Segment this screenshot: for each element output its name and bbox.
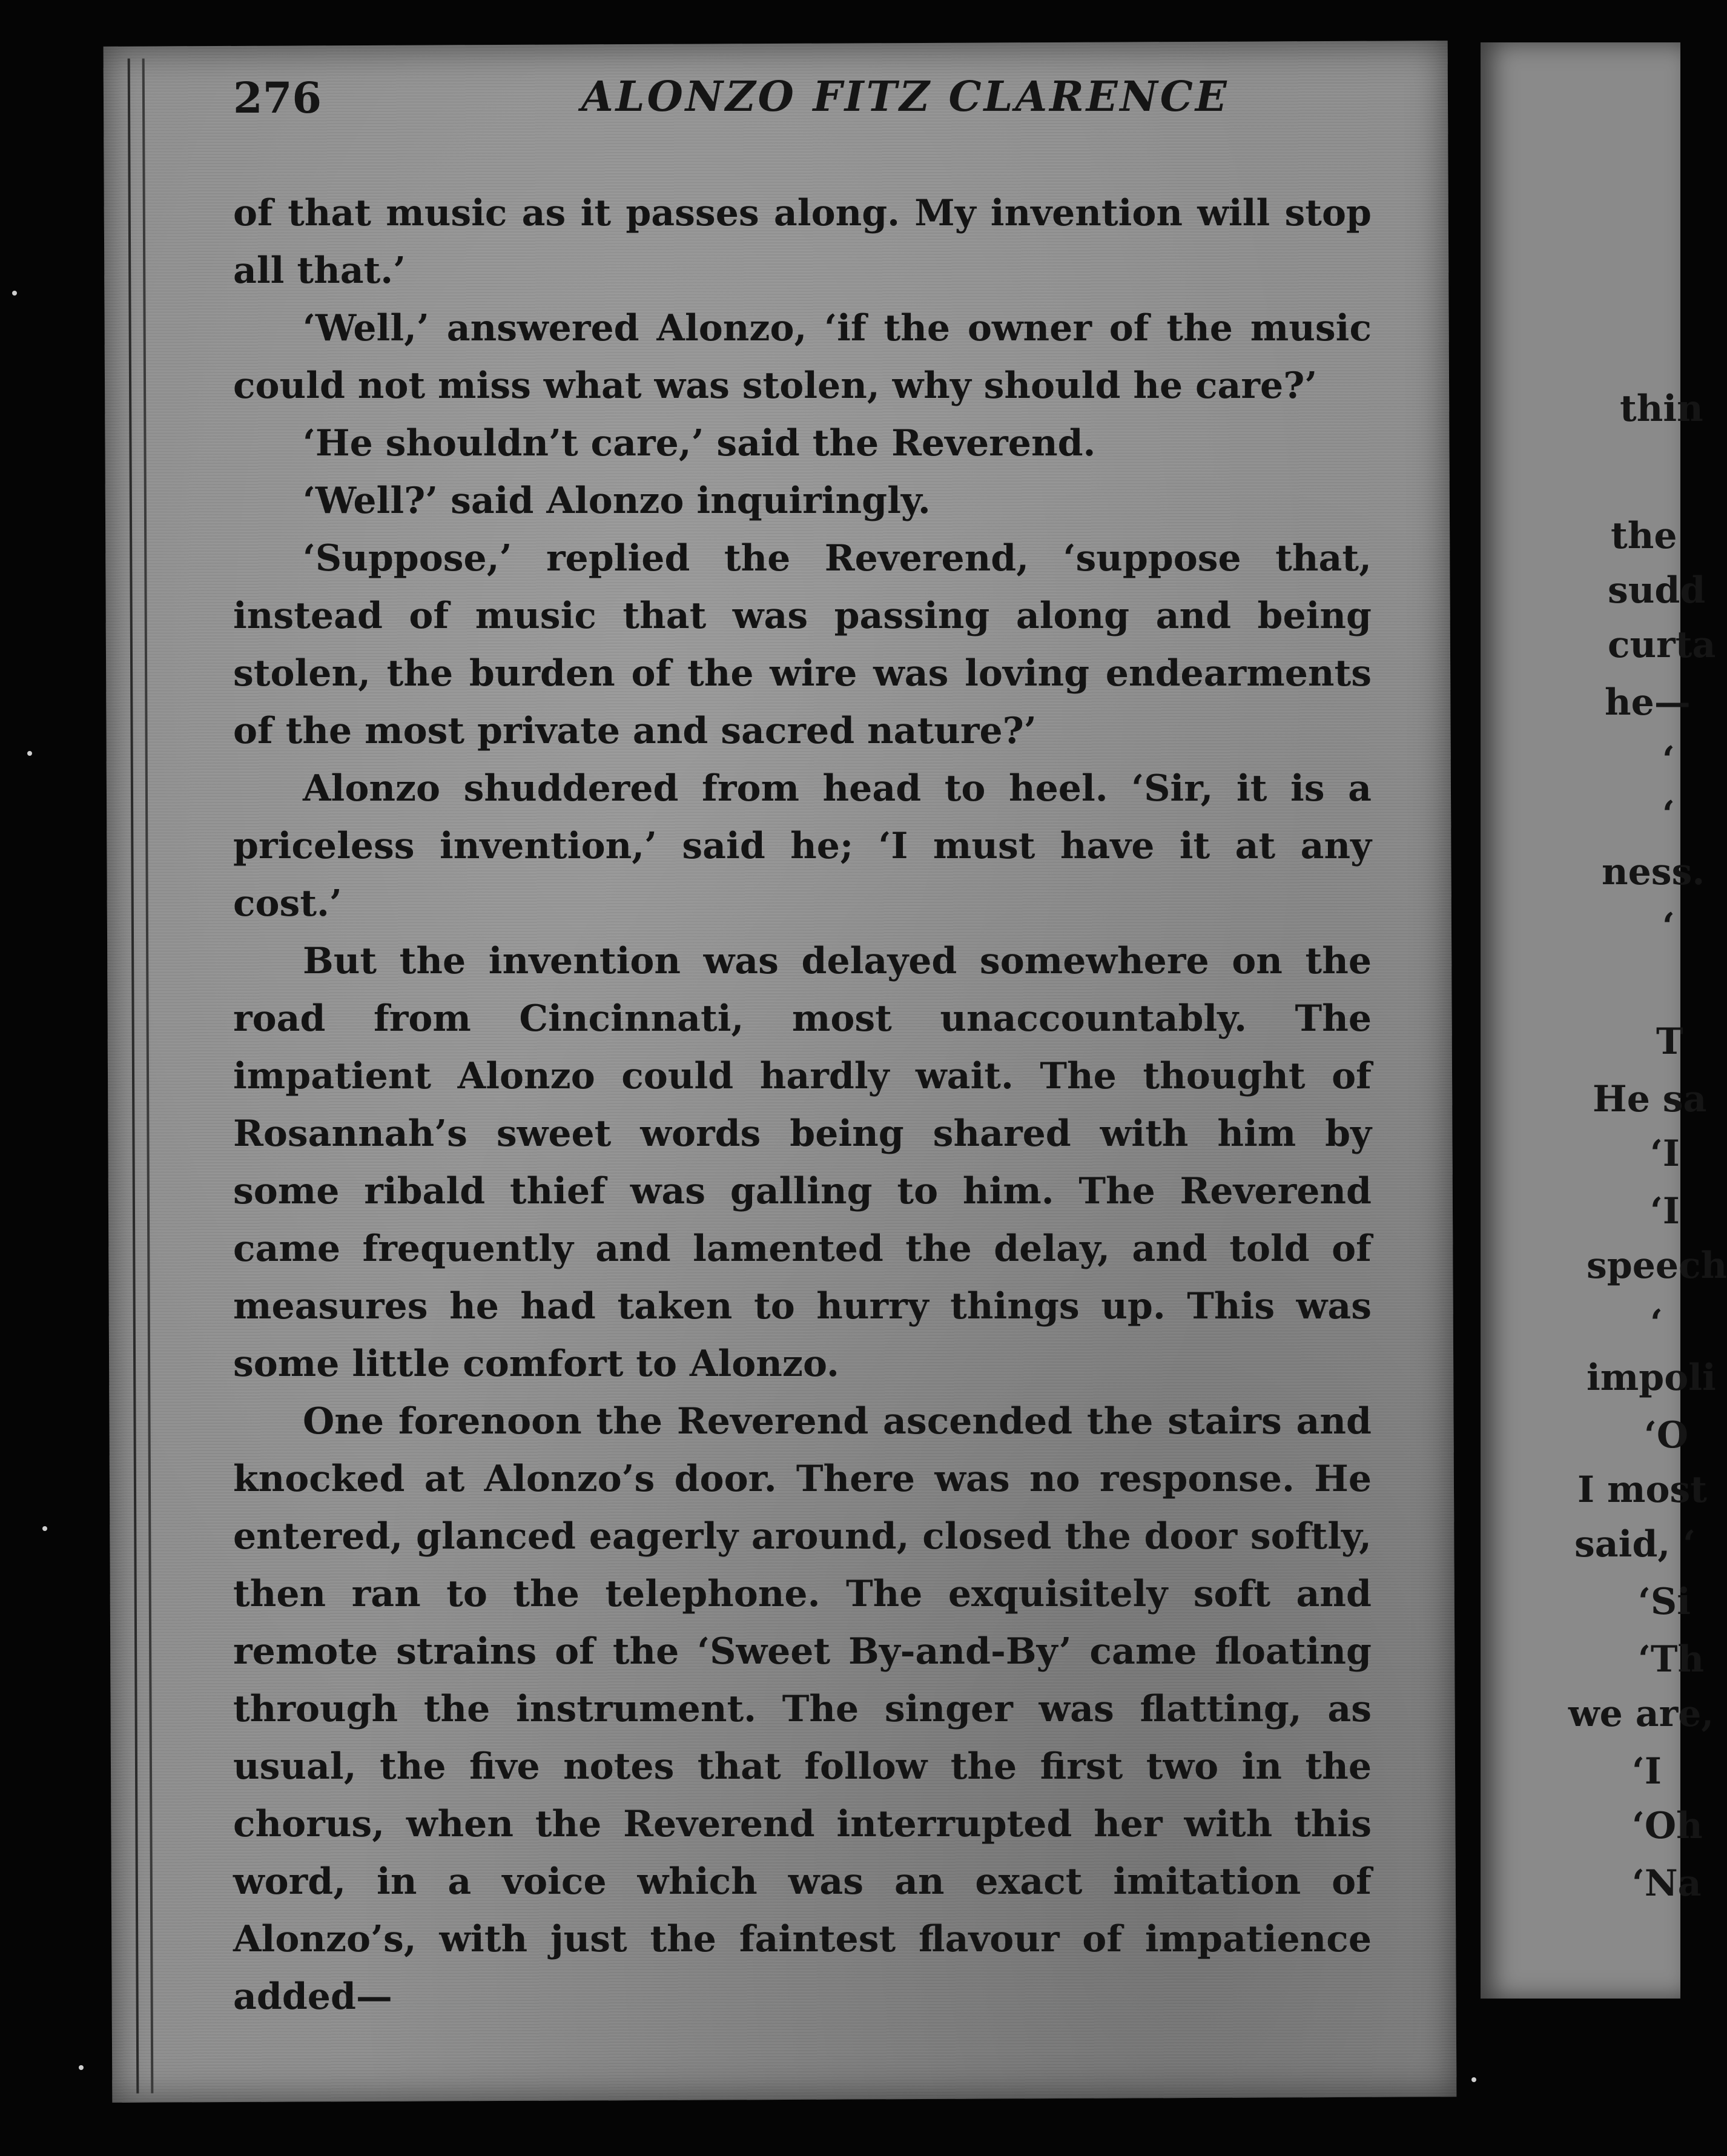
facing-page-fragment: ‘ bbox=[1662, 793, 1675, 836]
scan-speck bbox=[42, 1526, 47, 1531]
facing-page-fragment: ‘ bbox=[1650, 1302, 1663, 1344]
gutter-rule-inner bbox=[142, 59, 154, 2094]
facing-page-fragment: speech bbox=[1587, 1245, 1727, 1287]
facing-page-fragment: thin bbox=[1620, 388, 1703, 430]
facing-page-fragment: sudd bbox=[1608, 569, 1706, 612]
paragraph: But the invention was delayed somewhere on the road from Cincinnati, most unaccountably. The impatient Alonzo could hardly wait. The thought of Rosannah’s sweet words being shared with him by some ribald thief was galling to him. The Reverend came frequently and lamented the delay, and told of measures he had taken to hurry things up. This was some little comfort to Alonzo. bbox=[233, 940, 1372, 1385]
page-number: 276 bbox=[233, 73, 322, 123]
facing-page-fragment: ‘Th bbox=[1638, 1638, 1705, 1681]
facing-page-fragment: ‘ bbox=[1662, 905, 1675, 948]
facing-page-fragment: ness. bbox=[1602, 851, 1705, 893]
facing-page-fragment: ‘I bbox=[1632, 1750, 1662, 1793]
page-header bbox=[233, 73, 1378, 145]
scan-speck bbox=[1471, 2077, 1476, 2082]
facing-page-fragment: ‘ bbox=[1662, 739, 1675, 781]
facing-page-fragment: he— bbox=[1605, 681, 1691, 724]
facing-page-fragment: ‘Si bbox=[1638, 1581, 1691, 1623]
scan-speck bbox=[27, 751, 32, 756]
scan-speck bbox=[79, 2065, 84, 2070]
facing-page-fragment: curta bbox=[1608, 624, 1716, 666]
scan-speck bbox=[12, 291, 17, 296]
facing-page-fragment: said, ‘ bbox=[1574, 1523, 1696, 1566]
facing-page-fragment: impoli bbox=[1587, 1357, 1716, 1399]
paragraph: ‘Well?’ said Alonzo inquiringly. bbox=[303, 480, 931, 522]
facing-page-fragment: I most bbox=[1577, 1469, 1707, 1511]
paragraph: of that music as it passes along. My invention will stop all that.’ bbox=[233, 192, 1372, 292]
paragraph: Alonzo shuddered from head to heel. ‘Sir, it is a priceless invention,’ said he; ‘I must have it at any cost.’ bbox=[233, 767, 1372, 925]
gutter-rule bbox=[128, 59, 139, 2094]
facing-page-fragment: ‘I bbox=[1650, 1133, 1680, 1175]
facing-page-fragment: ‘Oh bbox=[1632, 1805, 1703, 1847]
paragraph: ‘He shouldn’t care,’ said the Reverend. bbox=[303, 422, 1096, 465]
facing-page-fragment: ‘O bbox=[1644, 1414, 1689, 1457]
body-text bbox=[233, 185, 1372, 2026]
facing-page-fragment: ‘Na bbox=[1632, 1862, 1702, 1905]
facing-page-fragment: T bbox=[1656, 1020, 1683, 1063]
paragraph: ‘Suppose,’ replied the Reverend, ‘suppose that, instead of music that was passing along and being stolen, the burden of the wire was loving endearments of the most private and sacred nature?’ bbox=[233, 537, 1372, 752]
facing-page-edge bbox=[1481, 42, 1727, 1999]
facing-page-fragment: the bbox=[1611, 515, 1677, 557]
paragraph: One forenoon the Reverend ascended the stairs and knocked at Alonzo’s door. There was no response. He entered, glanced eagerly around, closed the door softly, then ran to the telephone. The exquisitely soft and remote strains of the ‘Sweet By-and-By’ came floating through the instrument. The singer was flatting, as usual, the five notes that follow the first two in the chorus, when the Reverend interrupted her with this word, in a voice which was an exact imitation of Alonzo’s, with just the faintest flavour of impatience added— bbox=[233, 1400, 1372, 2018]
facing-page-fragment: we are, bbox=[1568, 1693, 1714, 1735]
facing-page-fragment: ‘I bbox=[1650, 1190, 1680, 1232]
paragraph: ‘Well,’ answered Alonzo, ‘if the owner of the music could not miss what was stolen, why should he care?’ bbox=[233, 307, 1372, 407]
running-head: ALONZO FITZ CLARENCE bbox=[581, 73, 1229, 121]
facing-page-fragment: He sa bbox=[1593, 1078, 1707, 1120]
